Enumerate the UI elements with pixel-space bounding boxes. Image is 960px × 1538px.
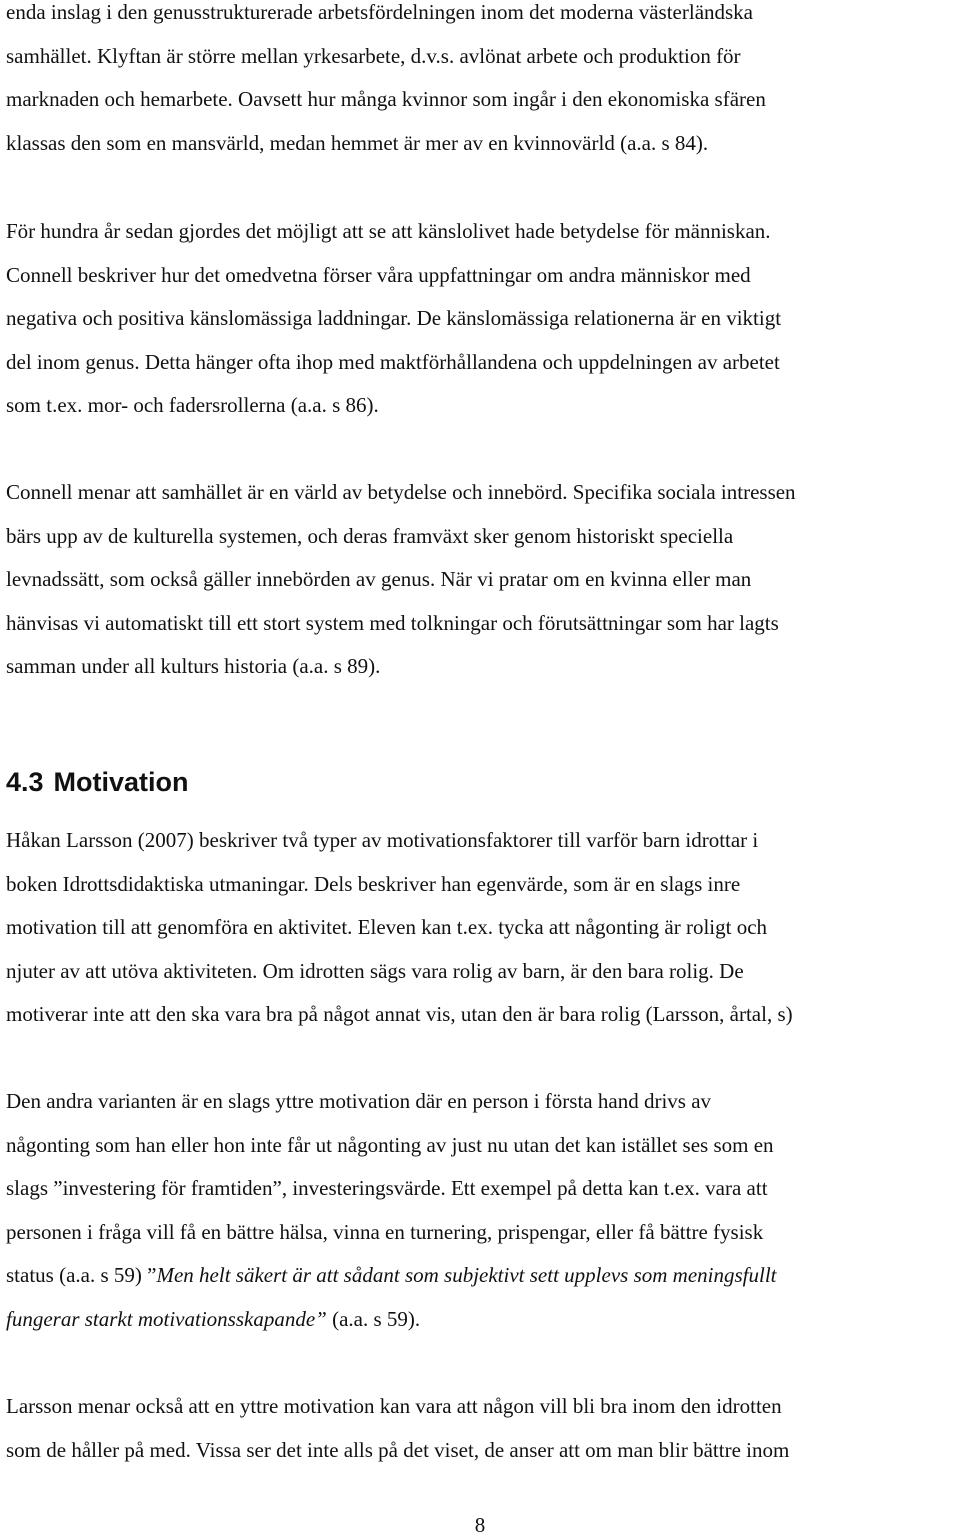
text-line: hänvisas vi automatiskt till ett stort system med tolkningar och förutsättningar som har lagts xyxy=(6,610,779,635)
text-line: levnadssätt, som också gäller innebörden av genus. När vi pratar om en kvinna eller man xyxy=(6,567,752,591)
text-line: samhället. Klyftan är större mellan yrkesarbete, d.v.s. avlönat arbete och produktion för xyxy=(6,43,741,68)
paragraph xyxy=(6,1385,789,1472)
text-line: boken Idrottsdidaktiska utmaningar. Dels beskriver han egenvärde, som är en slags inre xyxy=(6,871,741,896)
text-line: negativa och positiva känslomässiga laddningar. De känslomässiga relationerna är en viktigt xyxy=(6,306,782,330)
text-line: njuter av att utöva aktiviteten. Om idrotten sägs vara rolig av barn, är den bara rolig. De xyxy=(6,958,744,983)
paragraph xyxy=(6,0,766,165)
text-line: Larsson menar också att en yttre motivation kan vara att någon vill bli bra inom den idrotten xyxy=(6,1394,782,1418)
quote-text: Men helt säkert är att sådant som subjektivt sett upplevs som meningsfullt xyxy=(156,1263,777,1287)
text-line xyxy=(6,1298,776,1342)
paragraph xyxy=(6,819,793,1037)
text-line: samman under all kulturs historia (a.a. s 89). xyxy=(6,654,381,678)
text-run: (a.a. s 59). xyxy=(332,1306,421,1331)
text-run: status (a.a. s 59) ” xyxy=(6,1263,157,1287)
text-line xyxy=(6,1254,776,1298)
text-line: För hundra år sedan gjordes det möjligt att se att känslolivet hade betydelse för människan. xyxy=(6,219,771,243)
page-number: 8 xyxy=(474,1513,486,1537)
text-line: Håkan Larsson (2007) beskriver två typer av motivationsfaktorer till varför barn idrottar i xyxy=(6,828,759,852)
section-heading xyxy=(6,762,189,802)
paragraph xyxy=(6,1080,776,1341)
text-line: klassas den som en mansvärld, medan hemmet är mer av en kvinnovärld (a.a. s 84). xyxy=(6,130,709,155)
quote-text: fungerar starkt motivationsskapande” xyxy=(6,1306,327,1331)
text-line: som t.ex. mor- och fadersrollerna (a.a. s 86). xyxy=(6,393,379,417)
text-line: del inom genus. Detta hänger ofta ihop med maktförhållandena och uppdelningen av arbetet xyxy=(6,349,780,374)
text-line: Connell beskriver hur det omedvetna förser våra uppfattningar om andra människor med xyxy=(6,262,751,287)
paragraph xyxy=(6,210,781,428)
section-number: 4.3 xyxy=(6,767,44,797)
text-line: Den andra varianten är en slags yttre motivation där en person i första hand drivs av xyxy=(6,1089,712,1113)
paragraph xyxy=(6,471,796,689)
text-line: marknaden och hemarbete. Oavsett hur många kvinnor som ingår i den ekonomiska sfären xyxy=(6,87,766,111)
text-line: enda inslag i den genusstrukturerade arbetsfördelningen inom det moderna västerländska xyxy=(6,0,754,24)
text-line: som de håller på med. Vissa ser det inte alls på det viset, de anser att om man blir bättre inom xyxy=(6,1437,790,1462)
text-line: motiverar inte att den ska vara bra på något annat vis, utan den är bara rolig (Larsson, årtal, s) xyxy=(6,1002,793,1026)
text-line: bärs upp av de kulturella systemen, och deras framväxt sker genom historiskt speciella xyxy=(6,523,734,548)
text-line: slags ”investering för framtiden”, investeringsvärde. Ett exempel på detta kan t.ex. vara att xyxy=(6,1176,768,1200)
text-line: personen i fråga vill få en bättre hälsa, vinna en turnering, prispengar, eller få bättre fysisk xyxy=(6,1219,764,1244)
text-line: motivation till att genomföra en aktivitet. Eleven kan t.ex. tycka att någonting är roligt och xyxy=(6,915,768,939)
text-line: Connell menar att samhället är en värld av betydelse och innebörd. Specifika sociala intressen xyxy=(6,480,796,504)
text-line: någonting som han eller hon inte får ut någonting av just nu utan det kan istället ses som en xyxy=(6,1132,774,1157)
section-title: Motivation xyxy=(53,767,189,797)
